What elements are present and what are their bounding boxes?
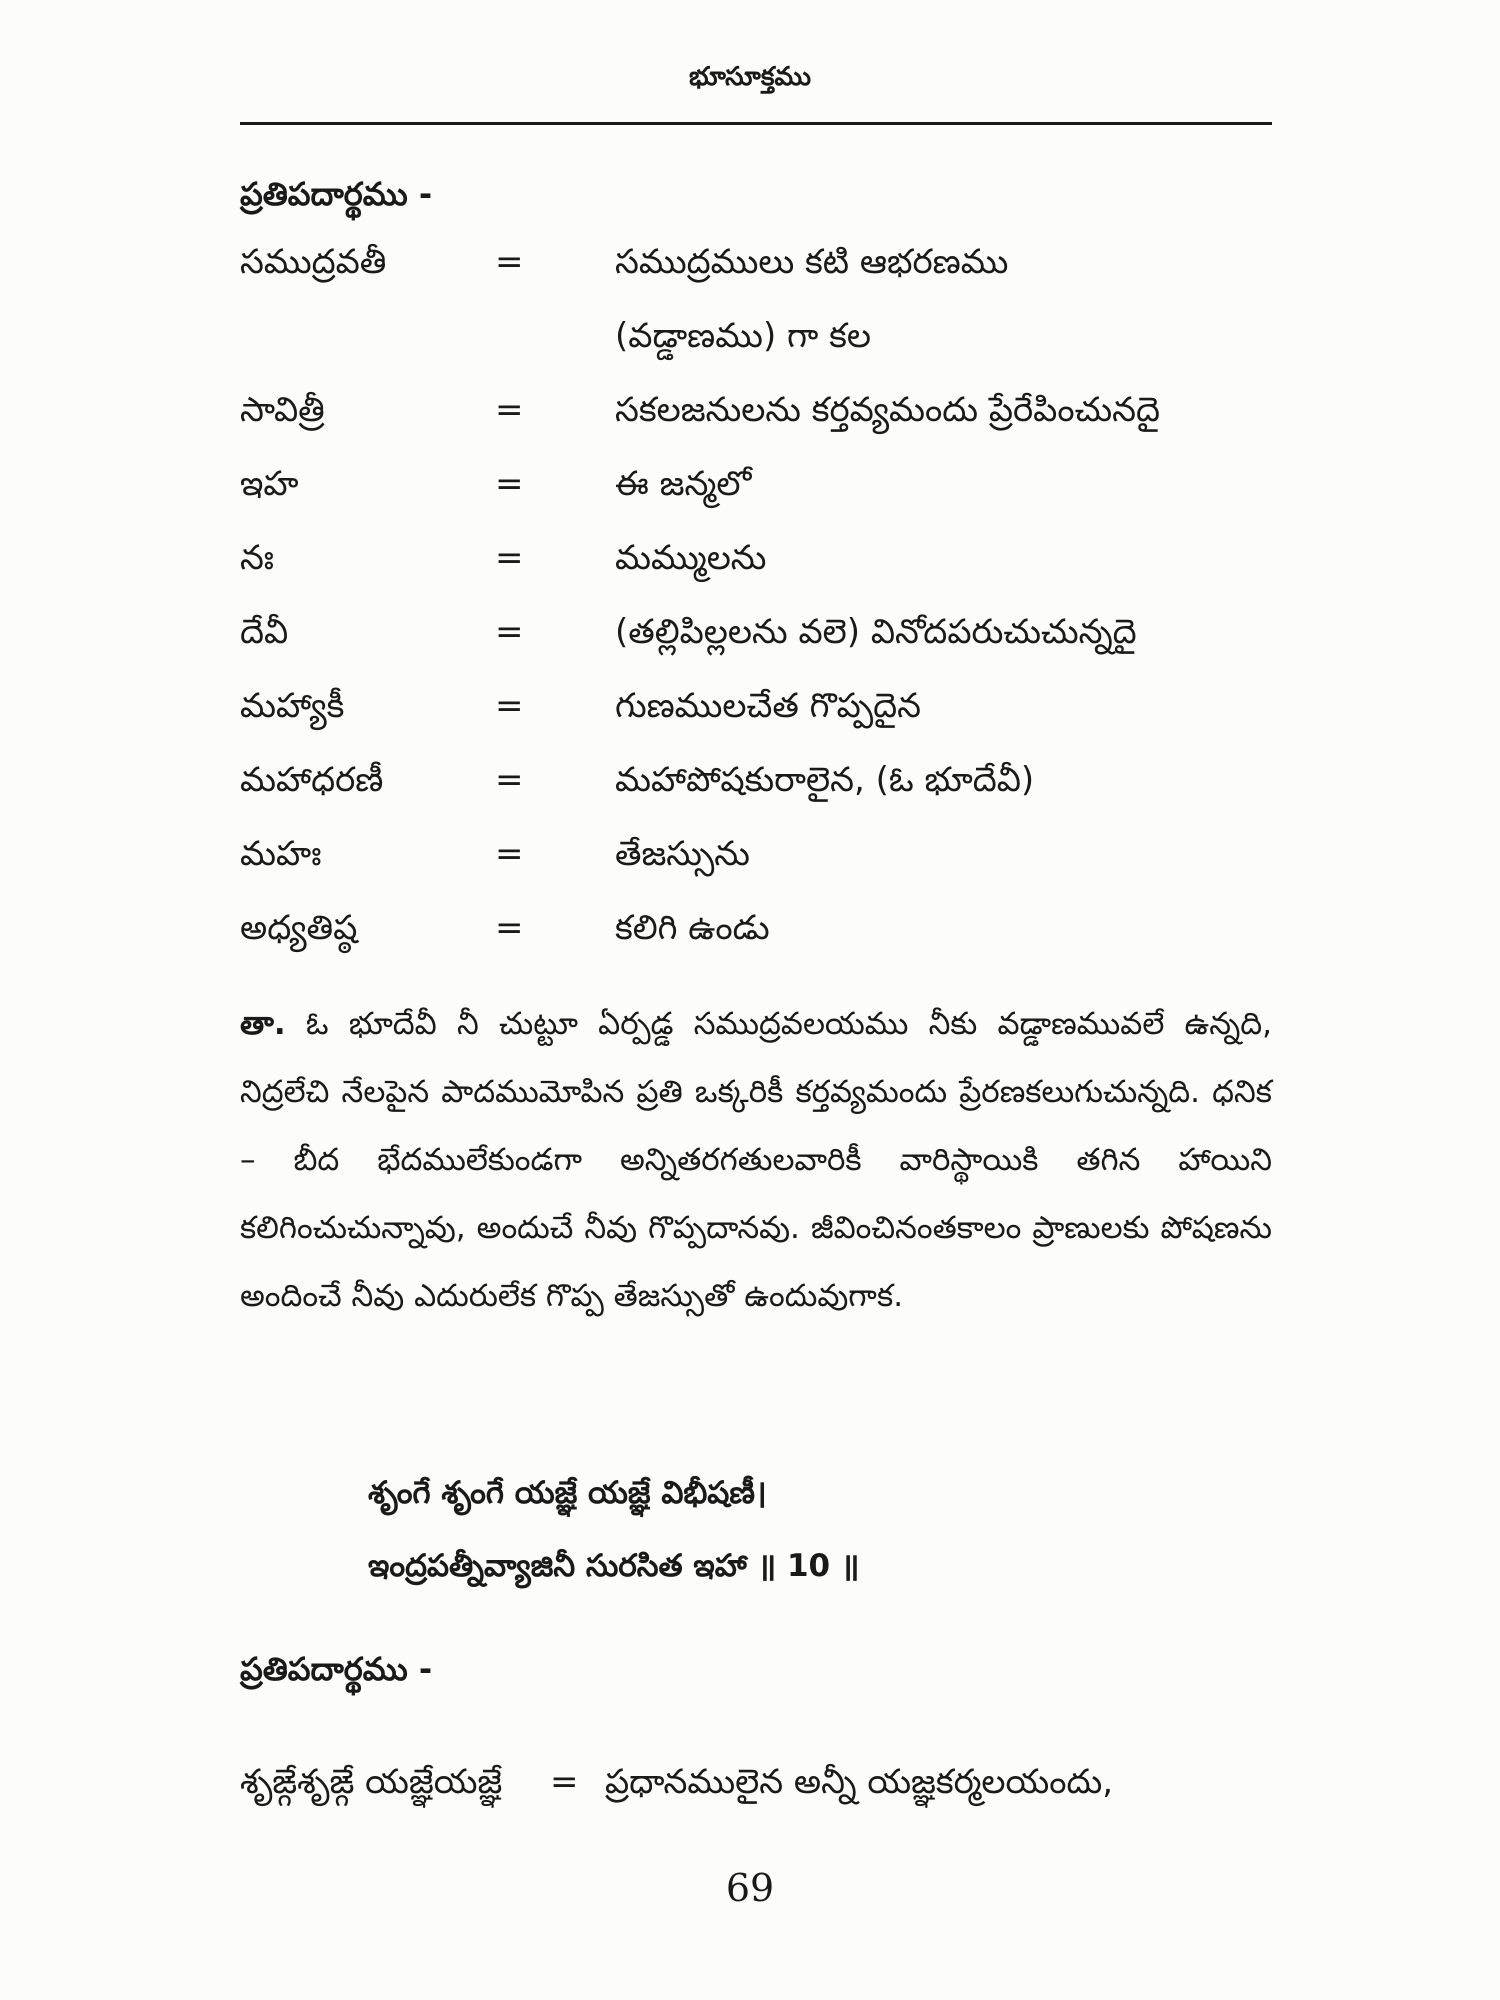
gloss-term: ఇహ xyxy=(240,464,299,504)
section-heading: ప్రతిపదార్థము - xyxy=(240,1650,433,1688)
gloss-meaning: మహాపోషకురాలైన, (ఓ భూదేవీ) xyxy=(615,760,1035,800)
gloss-meaning: కలిగి ఉండు xyxy=(615,908,770,948)
gloss-row xyxy=(240,824,1280,884)
running-title: భూసూక్తము xyxy=(689,62,811,92)
gloss-meaning: సకలజనులను కర్తవ్యమందు ప్రేరేపించునదై xyxy=(615,390,1161,430)
gloss-equals: = xyxy=(495,908,524,948)
gloss-row xyxy=(240,454,1280,514)
gloss-equals: = xyxy=(495,760,524,800)
gloss-equals: = xyxy=(495,390,524,430)
gloss-meaning: తేజస్సును xyxy=(615,834,750,874)
gloss-meaning: (తల్లిపిల్లలను వలె) వినోదపరుచుచున్నదై xyxy=(615,612,1137,652)
gloss-meaning: మమ్ములను xyxy=(615,538,767,578)
gloss-equals: = xyxy=(495,834,524,874)
gloss-term: సావిత్రీ xyxy=(240,390,325,430)
gloss-equals: = xyxy=(495,686,524,726)
gloss-equals: = xyxy=(495,612,524,652)
verse-line: శృంగే శృంగే యజ్ఞే యజ్ఞే విభీషణీ। xyxy=(368,1475,767,1511)
gloss-row xyxy=(240,676,1280,736)
gloss-row xyxy=(240,528,1280,588)
gloss-term: దేవీ xyxy=(240,612,289,652)
gloss-row xyxy=(240,750,1280,810)
gloss-equals: = xyxy=(495,242,524,282)
gloss-term: మహ్యాకీ xyxy=(240,686,345,726)
gloss-equals: = xyxy=(495,464,524,504)
header-rule xyxy=(240,122,1272,125)
section-heading: ప్రతిపదార్థము - xyxy=(240,175,433,213)
gloss-row xyxy=(240,380,1280,440)
gloss-term: అధ్యతిష్ఠ xyxy=(240,908,358,948)
gloss-term: సముద్రవతీ xyxy=(240,242,387,282)
gloss-equals: = xyxy=(495,538,524,578)
gloss-row xyxy=(240,602,1280,662)
gloss-meaning: గుణములచేత గొప్పదైన xyxy=(615,686,922,726)
tatparyam-text: ఓ భూదేవీ నీ చుట్టూ ఏర్పడ్డ సముద్రవలయము నీకు వడ్డాణమువలే ఉన్నది, నిద్రలేచి నేలపైన పాదముమోపిన ప్రతి ఒక్కరికీ కర్తవ్యమందు ప్రేరణకలుగుచున్నది. ధనిక – బీద భేదములేకుండగా అన్నితరగతులవారికీ వారిస్థాయికి తగిన హాయిని కలిగించుచున్నావు, అందుచే నీవు గొప్పదానవు. జీవించినంతకాలం ప్రాణులకు పోషణను అందించే నీవు ఎదురులేక గొప్ప తేజస్సుతో ఉందువుగాక. xyxy=(240,1006,1272,1314)
gloss-meaning: ఈ జన్మలో xyxy=(615,464,752,504)
gloss-meaning: సముద్రములు కటి ఆభరణము xyxy=(615,242,1009,282)
gloss-row xyxy=(240,232,1280,292)
gloss-term: మహః xyxy=(240,834,322,874)
verse-line: ఇంద్రపత్నీవ్యాజినీ సురసిత ఇహా ॥ 10 ॥ xyxy=(368,1548,860,1584)
tatparyam-label: తా. xyxy=(240,1006,286,1042)
gloss-meaning: (వడ్డాణము) గా కల xyxy=(615,316,871,356)
gloss-row xyxy=(240,306,1280,366)
gloss-term: మహాధరణీ xyxy=(240,760,384,800)
gloss-term: శృఙ్గేశృఙ్గే యజ్ఞేయజ్ఞే xyxy=(240,1762,503,1802)
gloss-row xyxy=(240,898,1280,958)
tatparyam-paragraph xyxy=(240,990,1272,1330)
page-number: 69 xyxy=(725,1866,775,1910)
gloss-equals: = xyxy=(550,1762,579,1802)
gloss-meaning: ప్రధానములైన అన్నీ యజ్ఞకర్మలయందు, xyxy=(605,1762,1114,1802)
gloss-term: నః xyxy=(240,538,274,578)
